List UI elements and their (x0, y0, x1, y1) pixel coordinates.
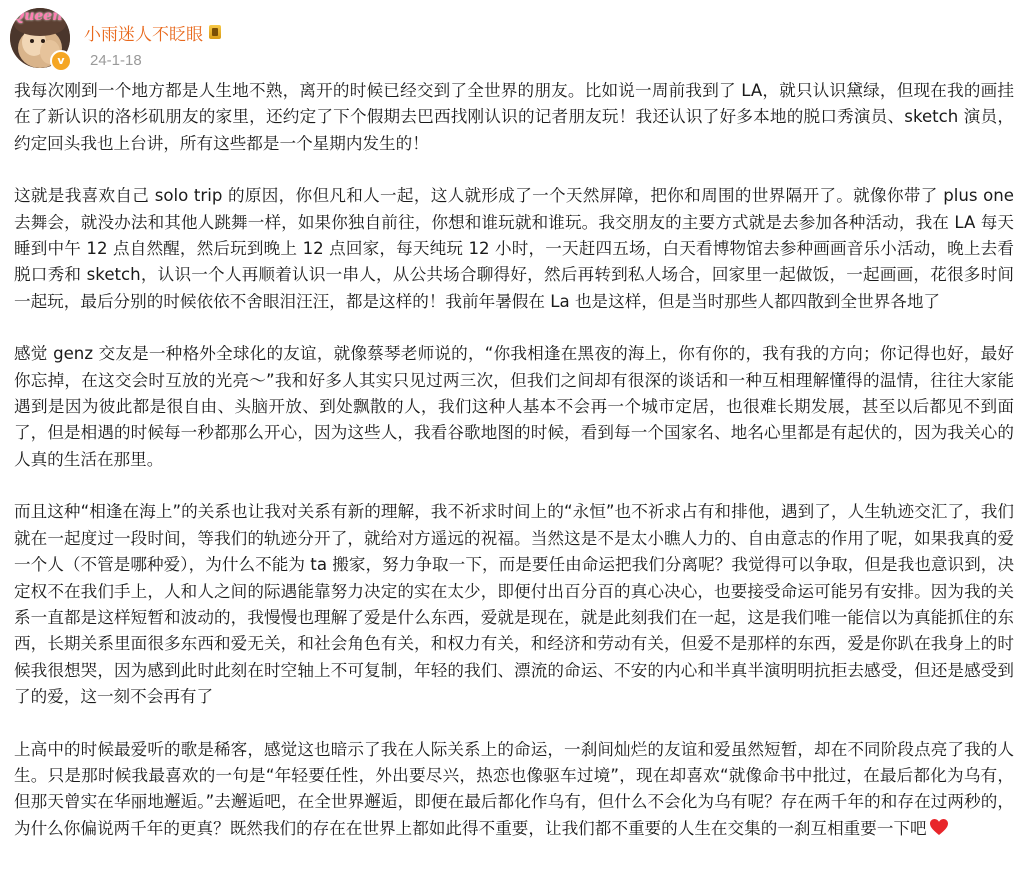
post-paragraph-4: 而且这种“相逢在海上”的关系也让我对关系有新的理解，我不祈求时间上的“永恒”也不祈求占有和排他，遇到了，人生轨迹交汇了，我们就在一起度过一段时间，等我们的轨迹分开了，就给对方遥远的祝福。当然这是不是太小瞧人力的、自由意志的作用了呢，如果我真的爱一个人（不管是哪种爱），为什么不能为 ta 搬家，努力争取一下，而是要任由命运把我们分离呢？我觉得可以争取，但是我也意识到，决定权不在我们手上，人和人之间的际遇能靠努力决定的实在太少，即便付出百分百的真心决心，也要接受命运可能另有安排。因为我的关系一直都是这样短暂和波动的，我慢慢也理解了爱是什么东西，爱就是现在，就是此刻我们在一起，这是我们唯一能信以为真能抓住的东西，长期关系里面很多东西和爱无关，和社会角色有关，和权力有关，和经济和劳动有关，但爱不是那样的东西，爱是你趴在我身上的时候我很想哭，因为感到此时此刻在时空轴上不可复制，年轻的我们、漂流的命运、不安的内心和半真半演明明抗拒去感受，但还是感受到了的爱，这一刻不会再有了 (14, 502, 1014, 707)
verified-badge-icon: v (50, 50, 72, 72)
post-paragraph-3: 感觉 genz 交友是一种格外全球化的友谊，就像蔡琴老师说的，“你我相逢在黑夜的海上，你有你的，我有我的方向；你记得也好，最好你忘掉，在这交会时互放的光亮～”我和好多人其实只见过两三次，但我们之间却有很深的谈话和一种互相理解懂得的温情，往往大家能遇到是因为彼此都是很自由、头脑开放、到处飘散的人，我们这种人基本不会再一个城市定居，也很难长期发展，甚至以后都见不到面了，但是相遇的时候每一秒都那么开心，因为这些人，我看谷歌地图的时候，看到每一个国家名、地名心里都是有起伏的，因为我关心的人真的生活在那里。 (14, 344, 1014, 469)
post-header (10, 6, 410, 72)
username-link[interactable]: 小雨迷人不眨眼 (84, 24, 203, 45)
heart-icon (929, 818, 949, 844)
avatar-tag-label: Queen (12, 8, 63, 24)
post-paragraph-5 (14, 737, 1014, 845)
post-paragraph-1: 我每次刚到一个地方都是人生地不熟，离开的时候已经交到了全世界的朋友。比如说一周前我到了 LA，就只认识黛绿，但现在我的画挂在了新认识的洛杉矶朋友的家里，还约定了下个假期去巴西找刚认识的记者朋友玩！我还认识了好多本地的脱口秀演员、sketch 演员，约定回头我也上台讲，所有这些都是一个星期内发生的！ (14, 81, 1014, 153)
post-date: 24-1-18 (90, 52, 142, 69)
post-body (14, 78, 1014, 870)
post-paragraph-2: 这就是我喜欢自己 solo trip 的原因，你但凡和人一起，这人就形成了一个天然屏障，把你和周围的世界隔开了。就像你带了 plus one 去舞会，就没办法和其他人跳舞一样，如果你独自前往，你想和谁玩就和谁玩。我交朋友的主要方式就是去参加各种活动，我在 LA 每天睡到中午 12 点自然醒，然后玩到晚上 12 点回家，每天纯玩 12 小时，一天赶四五场，白天看博物馆去参种画画音乐小活动，晚上去看脱口秀和 sketch，认识一个人再顺着认识一串人，从公共场合聊得好，然后再转到私人场合，回家里一起做饭，一起画画，花很多时间一起玩，最后分别的时候依依不舍眼泪汪汪，都是这样的！我前年暑假在 La 也是这样，但是当时那些人都四散到全世界各地了 (14, 186, 1014, 311)
username-row (84, 20, 221, 44)
vip-badge-icon[interactable] (209, 25, 221, 39)
post-paragraph-5-text: 上高中的时候最爱听的歌是稀客，感觉这也暗示了我在人际关系上的命运，一刹间灿烂的友谊和爱虽然短暂，却在不同阶段点亮了我的人生。只是那时候我最喜欢的一句是“年轻要任性，外出要尽兴，热恋也像驱车过境”，现在却喜欢“就像命书中批过，在最后都化为乌有，但那天曾实在华丽地邂逅。”去邂逅吧，在全世界邂逅，即便在最后都化作乌有，但什么不会化为乌有呢？存在两千年的和存在过两秒的，为什么你偏说两千年的更真？既然我们的存在在世界上都如此得不重要，让我们都不重要的人生在交集的一刹互相重要一下吧 (14, 739, 1014, 838)
